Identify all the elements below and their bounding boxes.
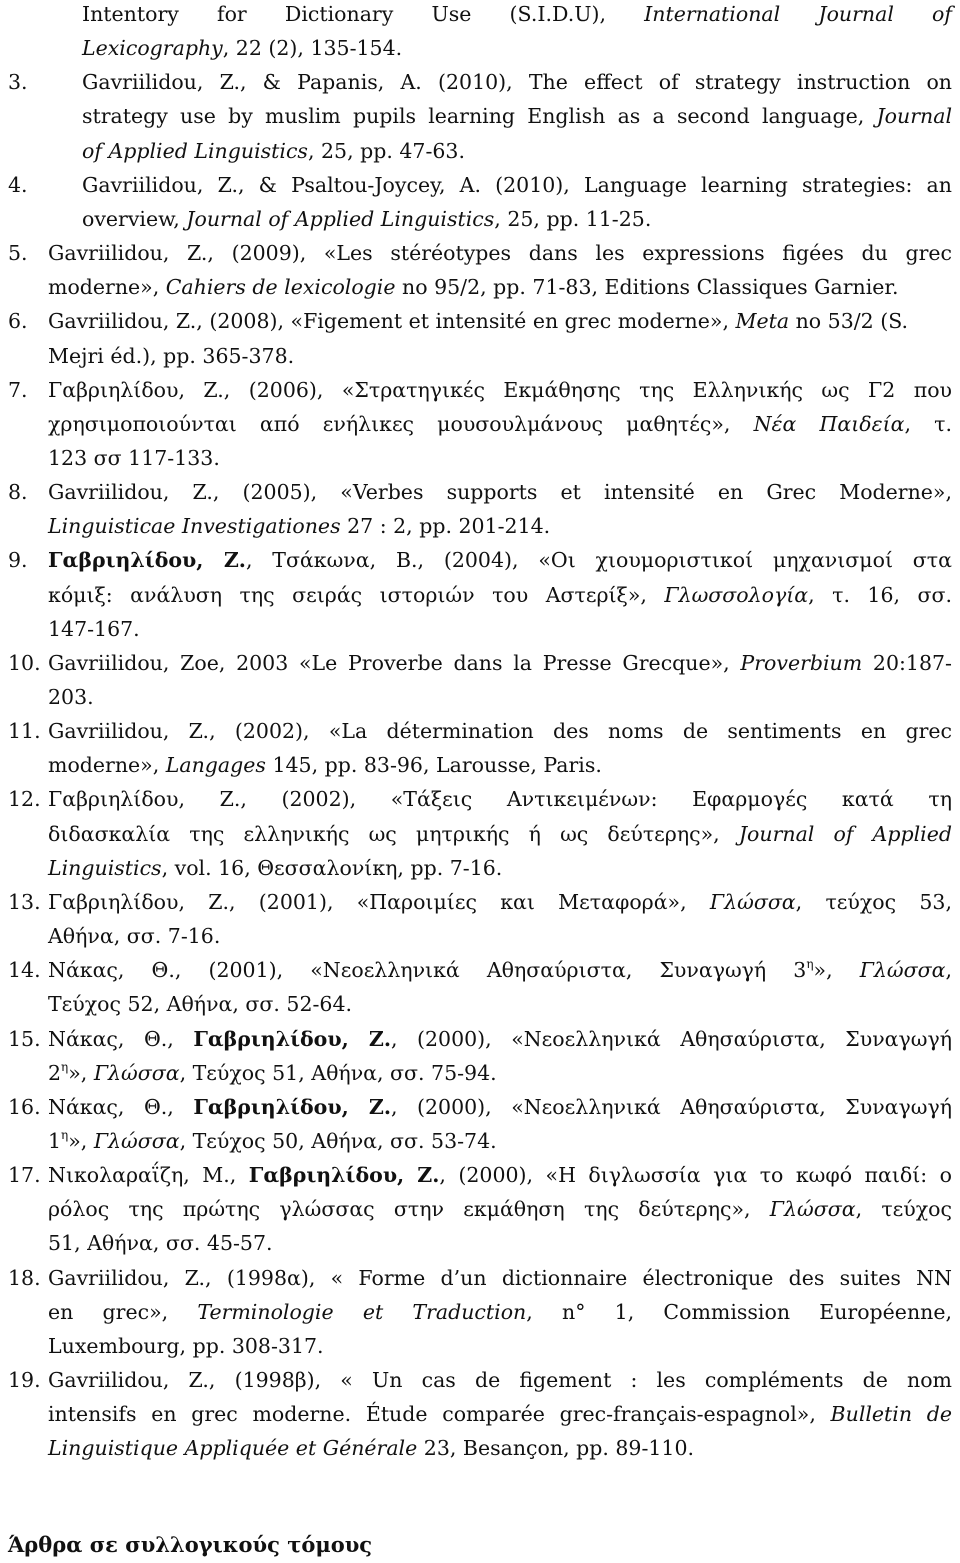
reference-line xyxy=(0,817,960,851)
text-run: , vol. 16, Θεσσαλονίκη, pp. 7-16. xyxy=(161,855,503,880)
reference-text xyxy=(48,1056,497,1090)
reference-line xyxy=(0,851,960,885)
text-run: Τεύχος 52, Αθήνα, σσ. 52-64. xyxy=(48,992,353,1017)
reference-text xyxy=(48,578,952,612)
text-run: κόμιξ: ανάλυση της σειράς ιστοριών του Αστερίξ», xyxy=(48,582,665,607)
text-run: 2 xyxy=(48,1060,62,1085)
reference-text xyxy=(82,134,465,168)
reference-text xyxy=(48,339,294,373)
reference-text xyxy=(48,509,550,543)
text-run: Αθήνα, σσ. 7-16. xyxy=(48,924,221,949)
text-run: moderne», xyxy=(48,753,166,778)
text-run: ρόλος της πρώτης γλώσσας στην εκμάθηση της δεύτερης», xyxy=(48,1197,770,1222)
reference-line xyxy=(0,270,960,304)
text-run: χρησιμοποιούνται από ενήλικες μουσουλμάνους μαθητές», xyxy=(48,411,754,436)
reference-text xyxy=(48,304,908,338)
reference-text xyxy=(48,817,952,851)
text-run: », xyxy=(68,1128,94,1153)
superscript-text: η xyxy=(61,1127,69,1142)
reference-line xyxy=(0,99,960,133)
reference-text xyxy=(82,202,651,236)
italic-text: Lexicography xyxy=(82,36,223,61)
reference-text xyxy=(48,1295,952,1329)
text-run: , τ. 16, σσ. xyxy=(808,582,953,607)
reference-text xyxy=(48,885,952,919)
text-run: », xyxy=(68,1060,94,1085)
reference-number: 9. xyxy=(8,548,28,573)
text-run: , 22 (2), 135-154. xyxy=(222,36,403,61)
reference-text xyxy=(48,236,952,270)
reference-text xyxy=(48,851,502,885)
text-run: intensifs en grec moderne. Étude comparée grec-français-espagnol», xyxy=(48,1402,831,1427)
reference-number: 16. xyxy=(8,1094,41,1119)
bold-text: Γαβριηλίδου, Ζ. xyxy=(193,1094,391,1119)
reference-number: 13. xyxy=(8,889,41,914)
reference-line xyxy=(0,134,960,168)
reference-text xyxy=(48,714,952,748)
reference-line-start xyxy=(0,1261,960,1295)
text-run: Gavriilidou, Z., & Psaltou-Joycey, A. (2010), Language learning strategies: an xyxy=(82,172,952,197)
reference-text xyxy=(48,782,952,816)
text-run: 27 : 2, pp. 201-214. xyxy=(340,514,551,539)
text-run: , (2000), «Η διγλωσσία για το κωφό παιδί: ο xyxy=(439,1163,953,1188)
reference-text xyxy=(48,1329,324,1363)
italic-text: Meta xyxy=(735,309,790,334)
reference-number: 15. xyxy=(8,1026,41,1051)
reference-text xyxy=(82,99,952,133)
reference-text xyxy=(48,441,220,475)
italic-text: Γλώσσα xyxy=(769,1197,856,1222)
bold-text: Γαβριηλίδου, Ζ. xyxy=(248,1163,440,1188)
reference-line xyxy=(0,612,960,646)
text-run: , τ. xyxy=(904,411,953,436)
text-run: Gavriilidou, Z., (2008), «Figement et intensité en grec moderne», xyxy=(48,309,736,334)
reference-text xyxy=(48,953,952,987)
italic-text: Proverbium xyxy=(740,650,863,675)
reference-line xyxy=(0,202,960,236)
reference-line xyxy=(0,31,960,65)
italic-text: Linguisticae Investigationes xyxy=(48,514,341,539)
text-run: Intentory for Dictionary Use (S.I.D.U), xyxy=(82,2,645,26)
reference-line-start xyxy=(0,885,960,919)
bold-text: Γαβριηλίδου, Ζ. xyxy=(193,1026,391,1051)
italic-text: Γλωσσολογία xyxy=(664,582,809,607)
reference-line-start xyxy=(0,646,960,680)
reference-line xyxy=(0,407,960,441)
reference-number: 3. xyxy=(8,70,28,95)
reference-number: 6. xyxy=(8,309,28,334)
italic-text: International Journal of xyxy=(644,2,952,26)
text-run: Mejri éd.), pp. 365-378. xyxy=(48,343,295,368)
text-run: , Τεύχος 50, Αθήνα, σσ. 53-74. xyxy=(179,1128,497,1153)
italic-text: Linguistics xyxy=(48,855,162,880)
reference-line xyxy=(0,1329,960,1363)
reference-line-start xyxy=(0,236,960,270)
text-run: , 25, pp. 11-25. xyxy=(494,206,652,231)
text-run: 51, Αθήνα, σσ. 45-57. xyxy=(48,1231,273,1256)
reference-number: 17. xyxy=(8,1163,41,1188)
text-run: Gavriilidou, Z., (2002), «La détermination des noms de sentiments en grec xyxy=(48,719,952,744)
text-run: , (2000), «Νεοελληνικά Αθησαύριστα, Συναγωγή xyxy=(390,1026,953,1051)
italic-text: Linguistique Appliquée et Générale xyxy=(48,1436,418,1461)
text-run: Γαβριηλίδου, Ζ., (2002), «Τάξεις Αντικειμένων: Εφαρμογές κατά τη xyxy=(48,787,952,812)
bold-text: Γαβριηλίδου, Ζ. xyxy=(48,548,246,573)
reference-line-start xyxy=(0,168,960,202)
reference-line-start xyxy=(0,65,960,99)
reference-line-start xyxy=(0,1158,960,1192)
text-run: Gavriilidou, Z., (1998β), « Un cas de figement : les compléments de nom xyxy=(48,1368,952,1392)
reference-text xyxy=(82,31,402,65)
reference-line xyxy=(0,748,960,782)
reference-line xyxy=(0,1295,960,1329)
text-run: , 25, pp. 47-63. xyxy=(307,138,465,163)
text-run: Gavriilidou, Z., & Papanis, A. (2010), The effect of strategy instruction on xyxy=(82,70,952,95)
text-run: no 53/2 (S. xyxy=(789,309,909,334)
reference-line xyxy=(0,0,960,31)
text-run: Gavriilidou, Z., (1998α), « Forme d’un dictionnaire électronique des suites NN xyxy=(48,1265,952,1290)
reference-text xyxy=(48,475,952,509)
reference-number: 5. xyxy=(8,241,28,266)
reference-text xyxy=(48,1397,952,1431)
text-run: , n° 1, Commission Européenne, xyxy=(526,1299,952,1324)
text-run: , Τσάκωνα, Β., (2004), «Οι χιουμοριστικοί μηχανισμοί στα xyxy=(245,548,952,573)
reference-line-start xyxy=(0,304,960,338)
section-heading: Άρθρα σε συλλογικούς τόμους xyxy=(8,1532,373,1557)
reference-number: 10. xyxy=(8,650,41,675)
reference-text xyxy=(48,1363,952,1397)
reference-text xyxy=(48,1124,497,1158)
reference-line-start xyxy=(0,782,960,816)
reference-line-start xyxy=(0,373,960,407)
text-run: en grec», xyxy=(48,1299,198,1324)
reference-text xyxy=(82,168,952,202)
italic-text: Langages xyxy=(165,753,266,778)
text-run: Νάκας, Θ., xyxy=(48,1094,194,1119)
text-run: , (2000), «Νεοελληνικά Αθησαύριστα, Συναγωγή xyxy=(390,1094,953,1119)
italic-text: Journal of Applied xyxy=(738,821,952,846)
reference-text xyxy=(48,407,952,441)
reference-line-start xyxy=(0,1090,960,1124)
reference-text xyxy=(48,270,898,304)
reference-line-start xyxy=(0,475,960,509)
reference-number: 12. xyxy=(8,787,41,812)
reference-line-start xyxy=(0,1363,960,1397)
text-run: Νάκας, Θ., (2001), «Νεοελληνικά Αθησαύριστα, Συναγωγή 3 xyxy=(48,958,807,983)
reference-text xyxy=(48,646,952,680)
reference-text xyxy=(48,373,952,407)
reference-text xyxy=(82,0,952,31)
text-run: Νικολαραΐζη, Μ., xyxy=(48,1163,249,1188)
reference-text xyxy=(82,65,952,99)
text-run: , τεύχος xyxy=(855,1197,952,1222)
text-run: 1 xyxy=(48,1128,62,1153)
text-run: 123 σσ 117-133. xyxy=(48,445,220,470)
reference-line-start xyxy=(0,714,960,748)
reference-line xyxy=(0,339,960,373)
reference-text xyxy=(48,748,602,782)
text-run: 147-167. xyxy=(48,616,140,641)
reference-number: 7. xyxy=(8,377,28,402)
reference-line xyxy=(0,1431,960,1465)
reference-number: 19. xyxy=(8,1368,41,1392)
reference-line xyxy=(0,578,960,612)
reference-text xyxy=(48,1226,273,1260)
reference-number: 4. xyxy=(8,172,28,197)
text-run: overview, xyxy=(82,206,187,231)
text-run: 23, Besançon, pp. 89-110. xyxy=(417,1436,695,1461)
reference-line xyxy=(0,441,960,475)
text-run: Νάκας, Θ., xyxy=(48,1026,194,1051)
reference-number: 14. xyxy=(8,958,41,983)
reference-text xyxy=(48,1158,952,1192)
reference-line xyxy=(0,680,960,714)
reference-text xyxy=(48,919,220,953)
italic-text: Cahiers de lexicologie xyxy=(165,275,396,300)
reference-text xyxy=(48,1192,952,1226)
italic-text: Γλώσσα xyxy=(93,1060,180,1085)
text-run: διδασκαλία της ελληνικής ως μητρικής ή ως δεύτερης», xyxy=(48,821,739,846)
text-run: 145, pp. 83-96, Larousse, Paris. xyxy=(265,753,602,778)
text-run: Gavriilidou, Z., (2009), «Les stéréotypes dans les expressions figées du grec xyxy=(48,241,952,266)
text-run: Γαβριηλίδου, Z., (2006), «Στρατηγικές Εκμάθησης της Ελληνικής ως Γ2 που xyxy=(48,377,952,402)
text-run: », xyxy=(813,958,860,983)
text-run: Γαβριηλίδου, Ζ., (2001), «Παροιμίες και Μεταφορά», xyxy=(48,889,710,914)
reference-line xyxy=(0,1124,960,1158)
reference-line xyxy=(0,919,960,953)
text-run: , Τεύχος 51, Αθήνα, σσ. 75-94. xyxy=(179,1060,497,1085)
reference-text xyxy=(48,1261,952,1295)
text-run: no 95/2, pp. 71-83, Editions Classiques Garnier. xyxy=(395,275,899,300)
superscript-text: η xyxy=(806,957,814,972)
text-run: Luxembourg, pp. 308-317. xyxy=(48,1333,324,1358)
text-run: , τεύχος 53, xyxy=(795,889,952,914)
italic-text: Journal of Applied Linguistics xyxy=(186,206,495,231)
text-run: , xyxy=(945,958,952,983)
reference-line xyxy=(0,1226,960,1260)
superscript-text: η xyxy=(61,1059,69,1074)
reference-line-start xyxy=(0,543,960,577)
reference-text xyxy=(48,1431,694,1465)
text-run: strategy use by muslim pupils learning English as a second language, xyxy=(82,104,877,129)
italic-text: of Applied Linguistics xyxy=(82,138,308,163)
italic-text: Νέα Παιδεία xyxy=(753,411,905,436)
italic-text: Journal xyxy=(876,104,952,129)
italic-text: Terminologie et Traduction xyxy=(197,1299,527,1324)
reference-line-start xyxy=(0,1022,960,1056)
reference-line xyxy=(0,987,960,1021)
reference-number: 11. xyxy=(8,719,41,744)
italic-text: Γλώσσα xyxy=(709,889,796,914)
reference-line-start xyxy=(0,953,960,987)
text-run: Gavriilidou, Z., (2005), «Verbes supports et intensité en Grec Moderne», xyxy=(48,480,952,505)
reference-text xyxy=(48,543,952,577)
reference-line xyxy=(0,509,960,543)
reference-number: 8. xyxy=(8,480,28,505)
text-run: 20:187- xyxy=(862,650,952,675)
reference-line xyxy=(0,1192,960,1226)
reference-line xyxy=(0,1397,960,1431)
text-run: moderne», xyxy=(48,275,166,300)
reference-text xyxy=(48,987,352,1021)
italic-text: Bulletin de xyxy=(830,1402,953,1427)
reference-number: 18. xyxy=(8,1265,41,1290)
text-run: Gavriilidou, Zoe, 2003 «Le Proverbe dans la Presse Grecque», xyxy=(48,650,741,675)
reference-text xyxy=(48,1090,952,1124)
italic-text: Γλώσσα xyxy=(93,1128,180,1153)
text-run: 203. xyxy=(48,685,94,709)
italic-text: Γλώσσα xyxy=(859,958,946,983)
reference-text xyxy=(48,1022,952,1056)
reference-text xyxy=(48,680,94,714)
reference-text xyxy=(48,612,140,646)
reference-line xyxy=(0,1056,960,1090)
